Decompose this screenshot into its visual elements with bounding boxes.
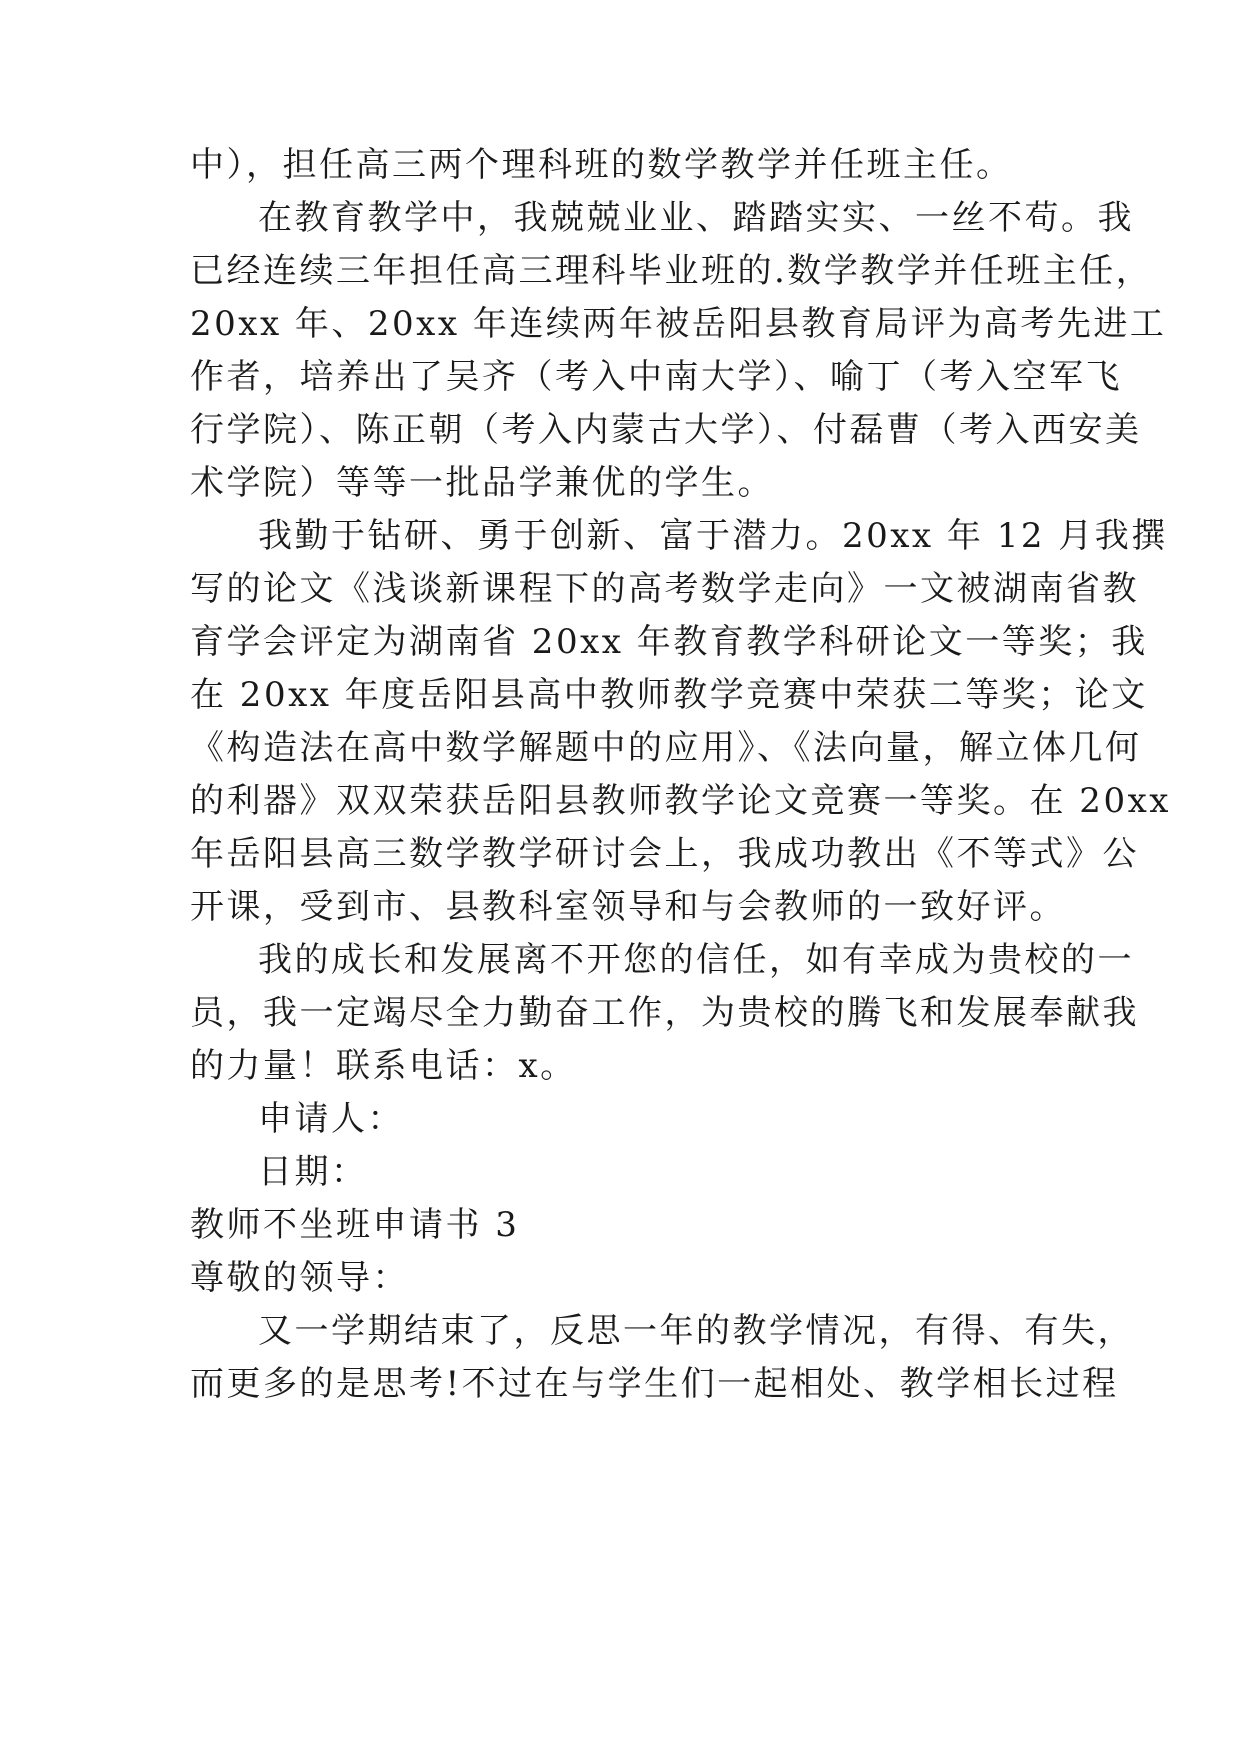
text-line: 的力量！联系电话：x。	[190, 1046, 577, 1086]
section-title: 教师不坐班申请书 3	[190, 1205, 520, 1245]
text-line: 又一学期结束了，反思一年的教学情况，有得、有失，	[258, 1311, 1134, 1351]
text-line: 年岳阳县高三数学教学研讨会上，我成功教出《不等式》公	[190, 834, 1139, 874]
text-line: 写的论文《浅谈新课程下的高考数学走向》一文被湖南省教	[190, 569, 1139, 609]
text-line: 开课，受到市、县教科室领导和与会教师的一致好评。	[190, 887, 1066, 927]
text-line: 我勤于钻研、勇于创新、富于潜力。20xx 年 12 月我撰	[258, 516, 1168, 556]
text-line: 行学院）、陈正朝（考入内蒙古大学）、付磊曹（考入西安美	[190, 410, 1142, 450]
date-label: 日期：	[258, 1152, 368, 1192]
text-line: 的利器》双双荣获岳阳县教师教学论文竞赛一等奖。在 20xx	[190, 781, 1171, 821]
text-line: 在 20xx 年度岳阳县高中教师教学竞赛中荣获二等奖；论文	[190, 675, 1148, 715]
applicant-label: 申请人：	[258, 1099, 404, 1139]
text-line: 作者，培养出了吴齐（考入中南大学）、喻丁（考入空军飞	[190, 357, 1122, 397]
text-line: 我的成长和发展离不开您的信任，如有幸成为贵校的一	[258, 940, 1134, 980]
text-line: 中），担任高三两个理科班的数学教学并任班主任。	[190, 145, 1013, 185]
text-line: 而更多的是思考!不过在与学生们一起相处、教学相长过程	[190, 1364, 1119, 1404]
text-line: 员，我一定竭尽全力勤奋工作，为贵校的腾飞和发展奉献我	[190, 993, 1139, 1033]
text-line: 20xx 年、20xx 年连续两年被岳阳县教育局评为高考先进工	[190, 304, 1167, 344]
text-line: 在教育教学中，我兢兢业业、踏踏实实、一丝不苟。我	[258, 198, 1134, 238]
text-line: 育学会评定为湖南省 20xx 年教育教学科研论文一等奖；我	[190, 622, 1148, 662]
text-line: 《构造法在高中数学解题中的应用》、《法向量，解立体几何	[190, 728, 1142, 768]
text-line: 已经连续三年担任高三理科毕业班的.数学教学并任班主任，	[190, 251, 1153, 291]
text-line: 术学院）等等一批品学兼优的学生。	[190, 463, 774, 503]
salutation: 尊敬的领导：	[190, 1258, 409, 1298]
